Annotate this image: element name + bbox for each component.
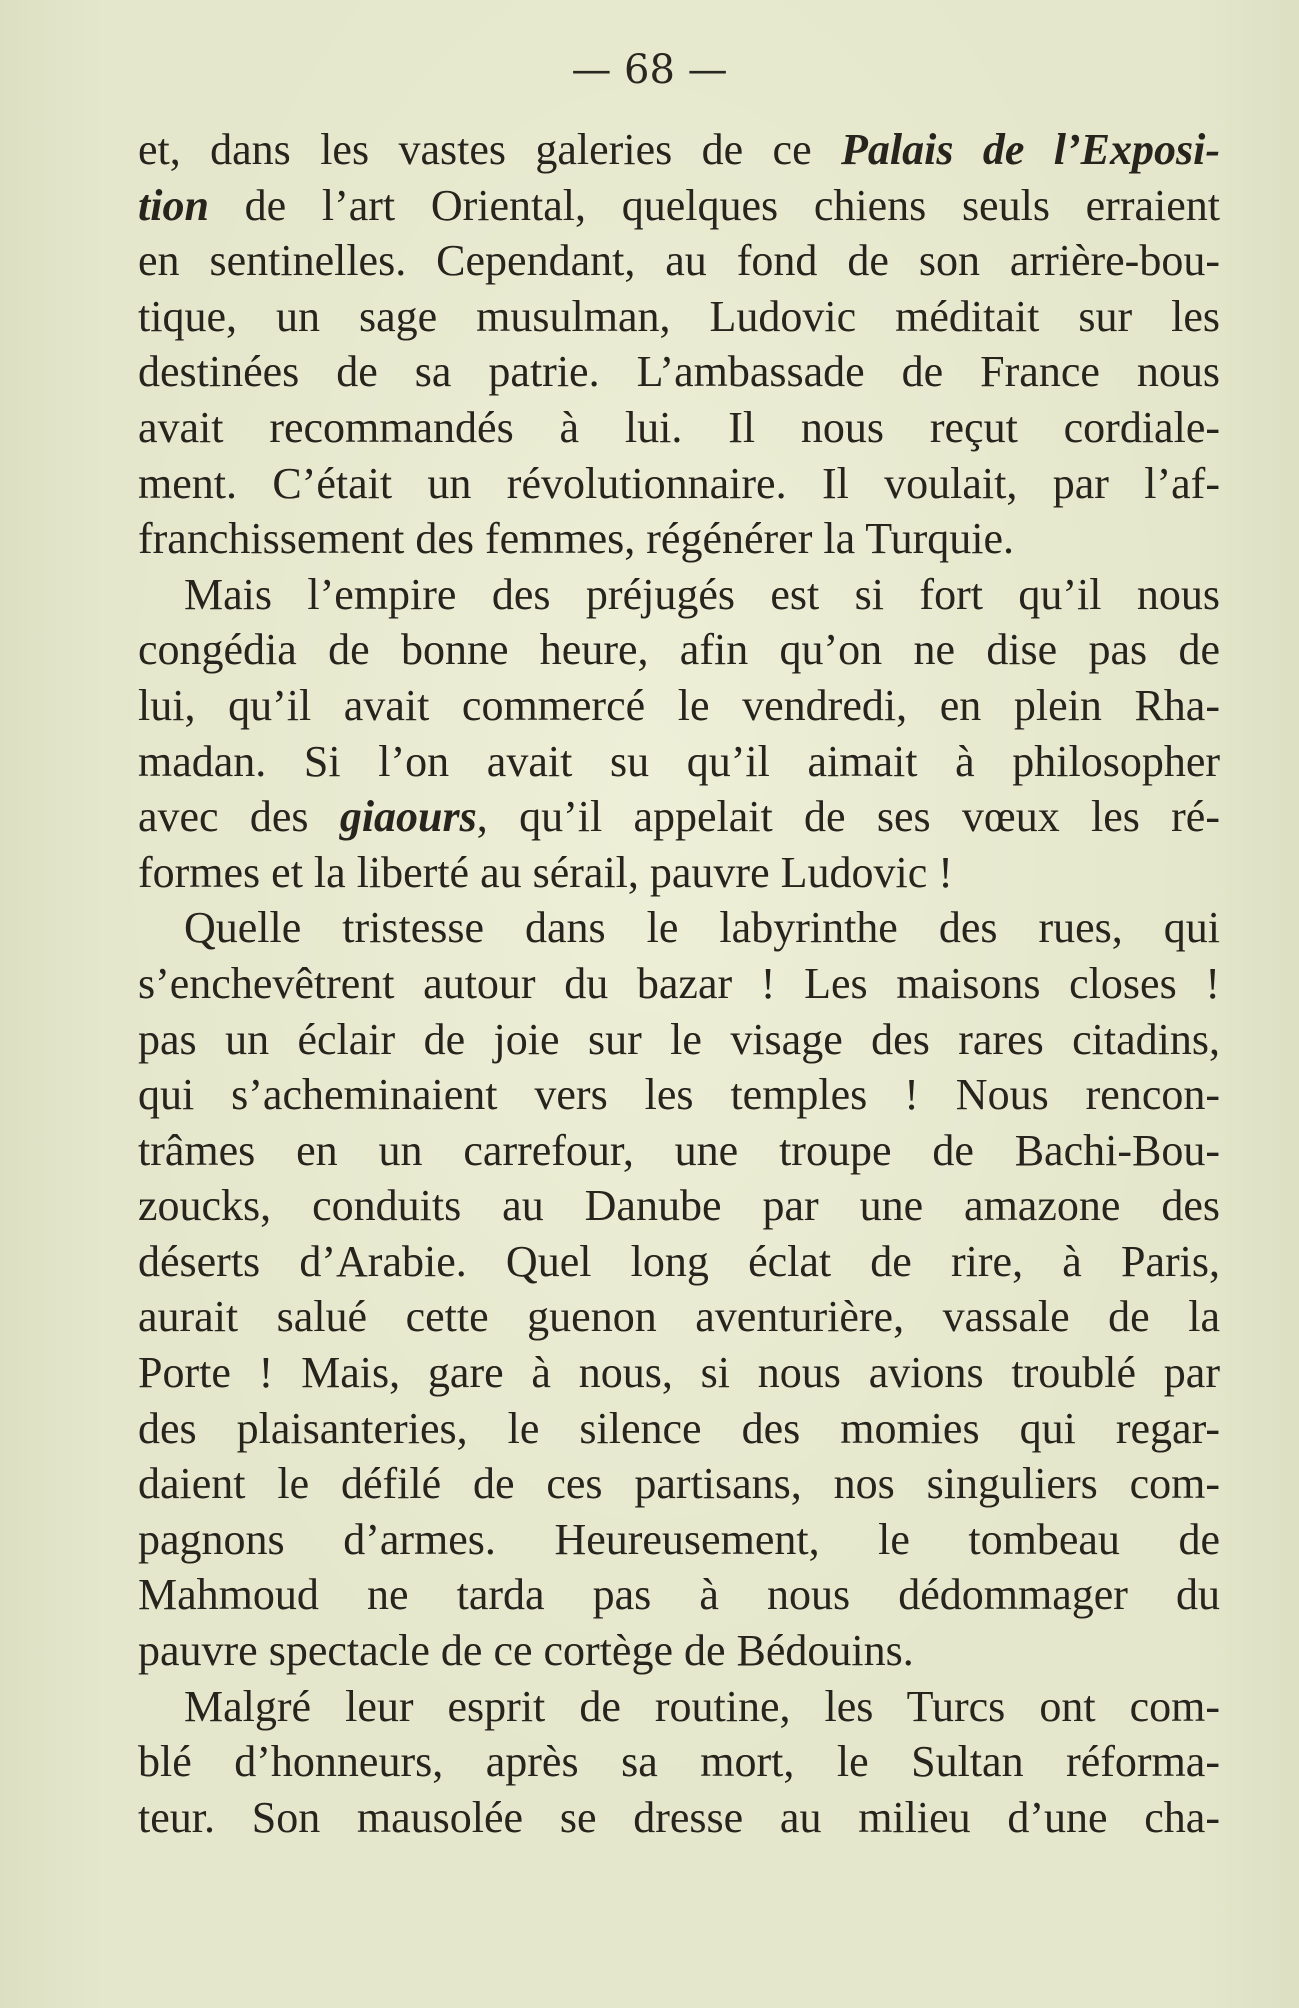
text-line xyxy=(138,1734,1220,1790)
text-run: avait recommandés à lui. Il nous reçut cordiale- xyxy=(138,402,1220,452)
text-line xyxy=(138,845,1220,901)
text-run: madan. Si l’on avait su qu’il aimait à philosopher xyxy=(138,736,1220,786)
text-line xyxy=(138,511,1220,567)
text-run: ment. C’était un révolutionnaire. Il voulait, par l’af- xyxy=(138,458,1220,508)
text-line xyxy=(138,567,1220,623)
text-run: Mais l’empire des préjugés est si fort qu’il nous xyxy=(184,569,1220,619)
text-run: pauvre spectacle de ce cortège de Bédouins. xyxy=(138,1626,914,1676)
text-run: des plaisanteries, le silence des momies qui regar- xyxy=(138,1403,1220,1453)
text-run: pagnons d’armes. Heureusement, le tombeau de xyxy=(138,1514,1220,1564)
text-run: aurait salué cette guenon aventurière, vassale de la xyxy=(138,1292,1220,1342)
text-line xyxy=(138,1012,1220,1068)
paragraph xyxy=(138,567,1220,901)
text-line xyxy=(138,1401,1220,1457)
text-line xyxy=(138,289,1220,345)
text-run: Quelle tristesse dans le labyrinthe des rues, qui xyxy=(184,903,1220,953)
text-run: pas un éclair de joie sur le visage des rares citadins, xyxy=(138,1014,1220,1064)
paragraph xyxy=(138,1679,1220,1846)
text-run: Porte ! Mais, gare à nous, si nous avions troublé par xyxy=(138,1348,1220,1398)
text-run: en sentinelles. Cependant, au fond de son arrière-bou- xyxy=(138,236,1220,286)
text-run: qui s’acheminaient vers les temples ! Nous rencon- xyxy=(138,1070,1220,1120)
text-run: teur. Son mausolée se dresse au milieu d’une cha- xyxy=(138,1792,1220,1842)
text-line xyxy=(138,678,1220,734)
text-run: déserts d’Arabie. Quel long éclat de rire, à Paris, xyxy=(138,1236,1220,1286)
text-run: zoucks, conduits au Danube par une amazone des xyxy=(138,1181,1220,1231)
text-run: formes et la liberté au sérail, pauvre Ludovic ! xyxy=(138,847,953,897)
text-run: avec des xyxy=(138,792,340,842)
text-line xyxy=(138,1178,1220,1234)
paragraph xyxy=(138,122,1220,567)
text-line xyxy=(138,1123,1220,1179)
text-run: lui, qu’il avait commercé le vendredi, en plein Rha- xyxy=(138,680,1220,730)
text-line xyxy=(138,400,1220,456)
text-line xyxy=(138,1790,1220,1846)
text-run: Malgré leur esprit de routine, les Turcs ont com- xyxy=(184,1681,1220,1731)
text-line xyxy=(138,1679,1220,1735)
text-line xyxy=(138,1512,1220,1568)
text-line xyxy=(138,178,1220,234)
text-line xyxy=(138,900,1220,956)
text-run: s’enchevêtrent autour du bazar ! Les maisons closes ! xyxy=(138,958,1220,1008)
paragraph xyxy=(138,900,1220,1678)
italic-text: giaours xyxy=(339,792,477,842)
text-line xyxy=(138,122,1220,178)
text-line xyxy=(138,1567,1220,1623)
text-line xyxy=(138,956,1220,1012)
text-run: blé d’honneurs, après sa mort, le Sultan réforma- xyxy=(138,1737,1220,1787)
text-line xyxy=(138,1234,1220,1290)
page-number: — 68 — xyxy=(571,47,728,93)
text-run: congédia de bonne heure, afin qu’on ne dise pas de xyxy=(138,625,1220,675)
text-line xyxy=(138,734,1220,790)
text-line xyxy=(138,622,1220,678)
text-run: tique, un sage musulman, Ludovic méditait sur les xyxy=(138,291,1220,341)
text-line xyxy=(138,1623,1220,1679)
text-line xyxy=(138,1067,1220,1123)
text-run: et, dans les vastes galeries de ce xyxy=(138,125,841,174)
italic-text: Palais de l’Exposi- xyxy=(841,125,1220,174)
text-line xyxy=(138,344,1220,400)
text-line xyxy=(138,1345,1220,1401)
text-run: daient le défilé de ces partisans, nos singuliers com- xyxy=(138,1459,1220,1509)
text-run: franchissement des femmes, régénérer la Turquie. xyxy=(138,514,1015,564)
body-text xyxy=(138,122,1220,1845)
italic-text: tion xyxy=(138,180,209,230)
text-line xyxy=(138,456,1220,512)
text-run: , qu’il appelait de ses vœux les ré- xyxy=(476,792,1220,842)
text-line xyxy=(138,1456,1220,1512)
text-line xyxy=(138,233,1220,289)
text-line xyxy=(138,1289,1220,1345)
text-line xyxy=(138,789,1220,845)
text-run: trâmes en un carrefour, une troupe de Bachi-Bou- xyxy=(138,1125,1220,1175)
text-run: de l’art Oriental, quelques chiens seuls erraient xyxy=(208,180,1220,230)
text-run: Mahmoud ne tarda pas à nous dédommager du xyxy=(138,1570,1220,1620)
text-run: destinées de sa patrie. L’ambassade de France nous xyxy=(138,347,1220,397)
